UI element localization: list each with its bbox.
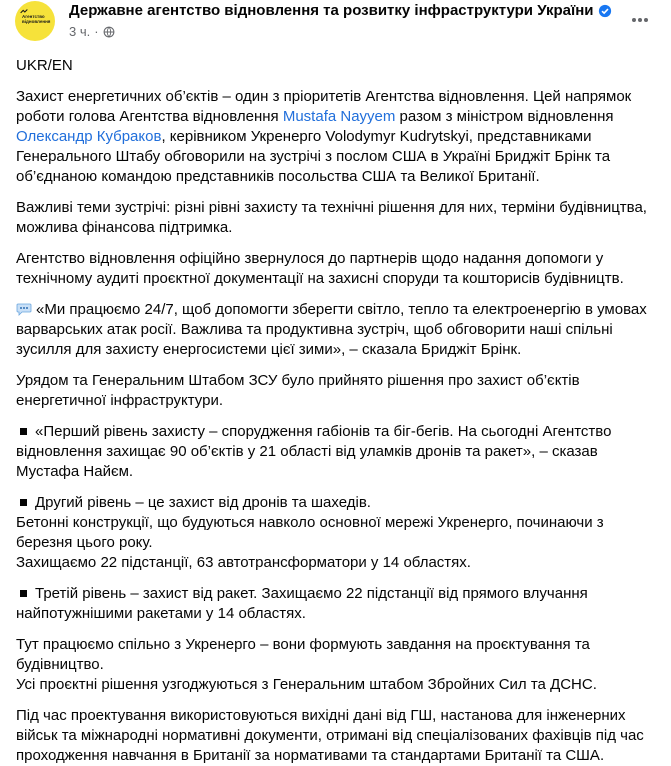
paragraph-topics: Важливі теми зустрічі: різні рівні захисту та технічні рішення для них, терміни будівництва, можлива фінансова підтримка. bbox=[16, 199, 647, 236]
bullet-text: Третій рівень – захист від ракет. Захищаємо 22 підстанції від прямого влучання найпотужнішими ракетами у 14 областях. bbox=[16, 585, 588, 622]
post-time[interactable]: 3 ч. bbox=[69, 24, 91, 39]
bullet-text-line: Бетонні конструкції, що будуються навколо основної мережі Укренерго, починаючи з березня цього року. bbox=[16, 514, 604, 551]
more-dots-icon bbox=[630, 10, 650, 30]
text-span: разом з міністром відновлення bbox=[395, 108, 614, 125]
page-avatar[interactable] bbox=[15, 1, 55, 41]
bullet-text: Другий рівень – це захист від дронів та шахедів. bbox=[35, 494, 371, 511]
text-line: Усі проєктні рішення узгоджуються з Генеральним штабом Збройних Сил та ДСНС. bbox=[16, 676, 597, 693]
paragraph-quote bbox=[16, 300, 658, 360]
meta-separator: · bbox=[94, 24, 99, 39]
post-header bbox=[16, 0, 658, 56]
paragraph-decision: Урядом та Генеральним Штабом ЗСУ було прийнято рішення про захист об’єктів енергетичної інфраструктури. bbox=[16, 372, 580, 409]
bullet-level-2 bbox=[16, 493, 658, 573]
post-body bbox=[16, 56, 658, 766]
square-bullet-icon bbox=[20, 499, 27, 506]
language-tag: UKR/EN bbox=[16, 57, 73, 74]
bullet-text-line: Захищаємо 22 підстанції, 63 автотрансформатори у 14 областях. bbox=[16, 554, 471, 571]
speech-bubble-icon bbox=[16, 301, 32, 317]
avatar-label: Агентство відновлення bbox=[22, 14, 51, 24]
quote-text: «Ми працюємо 24/7, щоб допомогти зберегти світло, тепло та електроенергію в умовах варварських атак росії. Важлива та продуктивна зустріч, щоб обговорити наші спільні зусилля для захисту енергосистеми цієї зими», – сказала Бриджіт Брінк. bbox=[16, 301, 647, 358]
post-meta bbox=[69, 24, 115, 39]
paragraph-design: Під час проектування використовуються вихідні дані від ГШ, настанова для інженерних військ та міжнародні нормативні документи, отримані від спеціалізованих фахівців під час проходження навчання в Британії за нормативами та стандартами Британії та США. bbox=[16, 707, 644, 764]
mention-mustafa-nayyem[interactable]: Mustafa Nayyem bbox=[282, 108, 396, 125]
text-span: , керівником Укренерго Volodymyr Kudrytskyi, представниками Генерального Штабу обговорили на зустрічі з послом США в Україні Бриджіт Брінк та об’єднаною командою представників посольства США та Великої Британії. bbox=[16, 128, 611, 185]
text-span: Захист енергетичних об’єктів – один з пріоритетів Агентства відновлення. Цей напрямок роботи голова Агентства відновлення bbox=[16, 88, 632, 125]
page-name-row bbox=[69, 2, 612, 19]
paragraph-ukrenergo bbox=[16, 635, 658, 695]
bullet-level-3 bbox=[16, 584, 658, 624]
paragraph-audit: Агентство відновлення офіційно звернулося до партнерів щодо надання допомоги у технічному аудиті проєктної документації на захисні споруди та кошторисів будівництв. bbox=[16, 250, 624, 287]
square-bullet-icon bbox=[20, 590, 27, 597]
paragraph-intro bbox=[16, 87, 658, 187]
square-bullet-icon bbox=[20, 428, 27, 435]
page-name-link[interactable]: Державне агентство відновлення та розвитку інфраструктури України bbox=[69, 2, 594, 19]
verified-badge-icon bbox=[598, 4, 612, 18]
more-options-button[interactable] bbox=[622, 2, 658, 38]
bullet-level-1 bbox=[16, 422, 658, 482]
mention-oleksandr-kubrakov[interactable]: Олександр Кубраков bbox=[16, 128, 162, 145]
text-line: Тут працюємо спільно з Укренерго – вони формують завдання на проєктування та будівництво. bbox=[16, 636, 590, 673]
globe-icon bbox=[103, 26, 115, 38]
bullet-text: «Перший рівень захисту – спорудження габіонів та біг-бегів. На сьогодні Агентство відновлення захищає 90 об’єктів у 21 області від уламків дронів та ракет», – сказав Мустафа Найєм. bbox=[16, 423, 612, 480]
